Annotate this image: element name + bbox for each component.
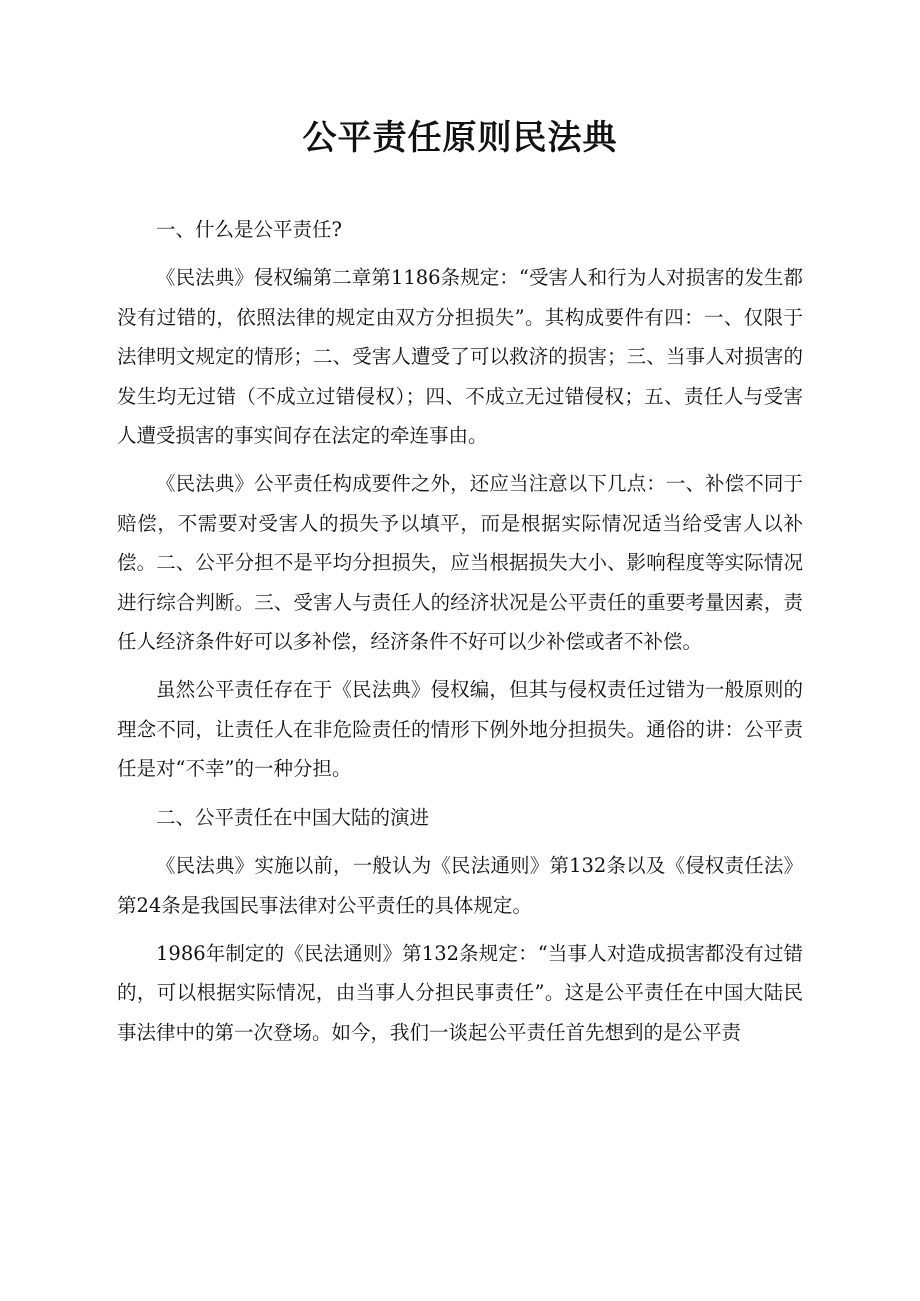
- paragraph-2: 《民法典》公平责任构成要件之外，还应当注意以下几点：一、补偿不同于赔偿，不需要对受害人的损失予以填平，而是根据实际情况适当给受害人以补偿。二、公平分担不是平均分担损失，应当根据损失大小、影响程度等实际情况进行综合判断。三、受害人与责任人的经济状况是公平责任的重要考量因素，责任人经济条件好可以多补偿，经济条件不好可以少补偿或者不补偿。: [117, 472, 803, 654]
- document-body: [117, 210, 803, 1061]
- paragraph-1: 《民法典》侵权编第二章第1186条规定：“受害人和行为人对损害的发生都没有过错的，依照法律的规定由双方分担损失”。其构成要件有四：一、仅限于法律明文规定的情形；二、受害人遭受了可以救济的损害；三、当事人对损害的发生均无过错（不成立过错侵权）；四、不成立无过错侵权；五、责任人与受害人遭受损害的事实间存在法定的牵连事由。: [117, 266, 803, 448]
- paragraph-5: 1986年制定的《民法通则》第132条规定：“当事人对造成损害都没有过错的，可以根据实际情况，由当事人分担民事责任”。这是公平责任在中国大陆民事法律中的第一次登场。如今，我们一谈起公平责任首先想到的是公平责: [117, 941, 803, 1044]
- document-title: 公平责任原则民法典: [302, 118, 618, 158]
- section-heading-1: 一、什么是公平责任?: [156, 218, 342, 241]
- section-heading-2: 二、公平责任在中国大陆的演进: [156, 805, 430, 829]
- paragraph-4: 《民法典》实施以前，一般认为《民法通则》第132条以及《侵权责任法》第24条是我国民事法律对公平责任的具体规定。: [117, 854, 803, 917]
- paragraph-3: 虽然公平责任存在于《民法典》侵权编，但其与侵权责任过错为一般原则的理念不同，让责任人在非危险责任的情形下例外地分担损失。通俗的讲：公平责任是对“不幸”的一种分担。: [117, 678, 803, 781]
